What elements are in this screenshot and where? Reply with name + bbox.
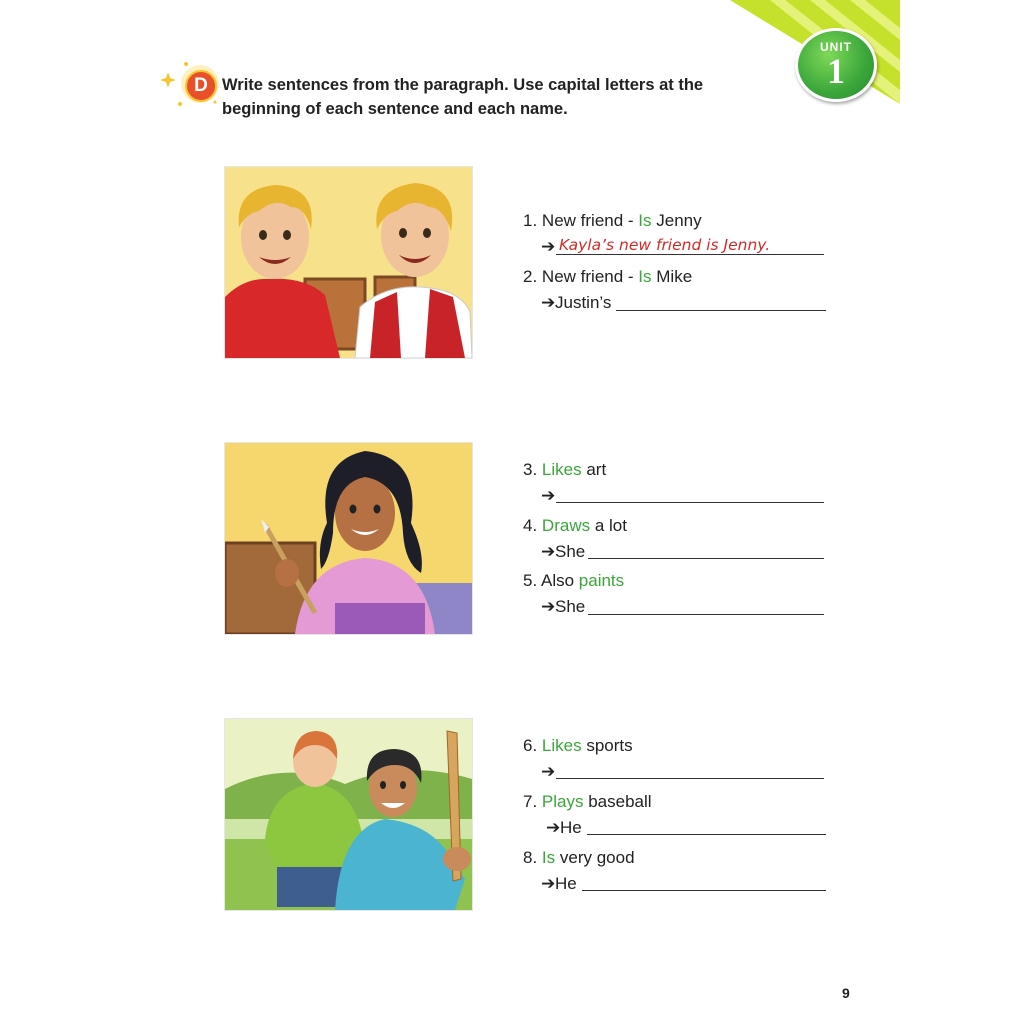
answer-line-5[interactable] (588, 614, 824, 615)
question-number: 2. (523, 267, 538, 286)
question-text: sports (581, 736, 633, 755)
answer-1-arrow (541, 237, 555, 257)
question-keyword: Plays (541, 792, 584, 811)
section-badge: D (185, 70, 217, 102)
answer-line-3[interactable] (556, 502, 824, 503)
question-keyword: Is (638, 211, 652, 230)
question-number: 5. (523, 571, 538, 590)
question-keyword: paints (578, 571, 625, 590)
answer-prefix: He (560, 818, 582, 837)
answer-line-4[interactable] (588, 558, 824, 559)
question-text: very good (555, 848, 635, 867)
question-number: 6. (523, 736, 538, 755)
question-7 (523, 792, 652, 812)
instructions-text: Write sentences from the paragraph. Use capital letters at the beginning of each sentence and each name. (222, 76, 704, 118)
question-number: 4. (523, 516, 538, 535)
question-keyword: Is (638, 267, 652, 286)
picture-two-boys (224, 166, 473, 359)
page-number: 9 (842, 985, 850, 1001)
arrow-right-icon: ➔ (541, 762, 556, 781)
question-keyword: Draws (541, 516, 591, 535)
question-number: 8. (523, 848, 538, 867)
answer-prefix: She (555, 542, 586, 561)
answer-prefix: Justin’s (555, 293, 612, 312)
question-text: a lot (590, 516, 627, 535)
question-8 (523, 848, 635, 868)
answer-6-arrow (541, 762, 555, 782)
picture-boys-baseball (224, 718, 473, 911)
answer-3-arrow (541, 486, 555, 506)
question-1 (523, 211, 702, 231)
question-text: New friend - (541, 211, 639, 230)
question-4 (523, 516, 627, 536)
unit-badge (795, 28, 877, 102)
question-text: baseball (583, 792, 652, 811)
picture-girl-painting (224, 442, 473, 635)
unit-number: 1 (827, 51, 845, 91)
arrow-right-icon: ➔ (541, 293, 556, 312)
question-text: Jenny (651, 211, 702, 230)
handwritten-answer-1: Kayla’s new friend is Jenny. (559, 236, 771, 254)
question-text: Mike (651, 267, 693, 286)
answer-line-2[interactable] (616, 310, 826, 311)
question-text: art (581, 460, 607, 479)
question-keyword: Likes (541, 736, 582, 755)
arrow-right-icon: ➔ (541, 237, 556, 256)
arrow-right-icon: ➔ (541, 486, 556, 505)
question-keyword: Is (541, 848, 556, 867)
question-number: 3. (523, 460, 538, 479)
answer-8 (541, 874, 577, 894)
answer-4 (541, 542, 585, 562)
question-keyword: Likes (541, 460, 582, 479)
question-3 (523, 460, 606, 480)
answer-line-1[interactable] (556, 254, 824, 255)
question-5 (523, 571, 624, 591)
answer-prefix: He (555, 874, 577, 893)
answer-2 (541, 293, 611, 313)
question-text: New friend - (541, 267, 639, 286)
question-text: Also (540, 571, 579, 590)
arrow-right-icon: ➔ (541, 542, 556, 561)
arrow-right-icon: ➔ (541, 874, 556, 893)
answer-line-6[interactable] (556, 778, 824, 779)
question-6 (523, 736, 633, 756)
answer-line-7[interactable] (587, 834, 826, 835)
question-2 (523, 267, 692, 287)
arrow-right-icon: ➔ (541, 597, 556, 616)
question-number: 7. (523, 792, 538, 811)
answer-5 (541, 597, 585, 617)
arrow-right-icon: ➔ (546, 818, 561, 837)
answer-line-8[interactable] (582, 890, 826, 891)
question-number: 1. (523, 211, 538, 230)
answer-prefix: She (555, 597, 586, 616)
unit-label: UNIT (820, 40, 852, 54)
answer-7 (546, 818, 582, 838)
